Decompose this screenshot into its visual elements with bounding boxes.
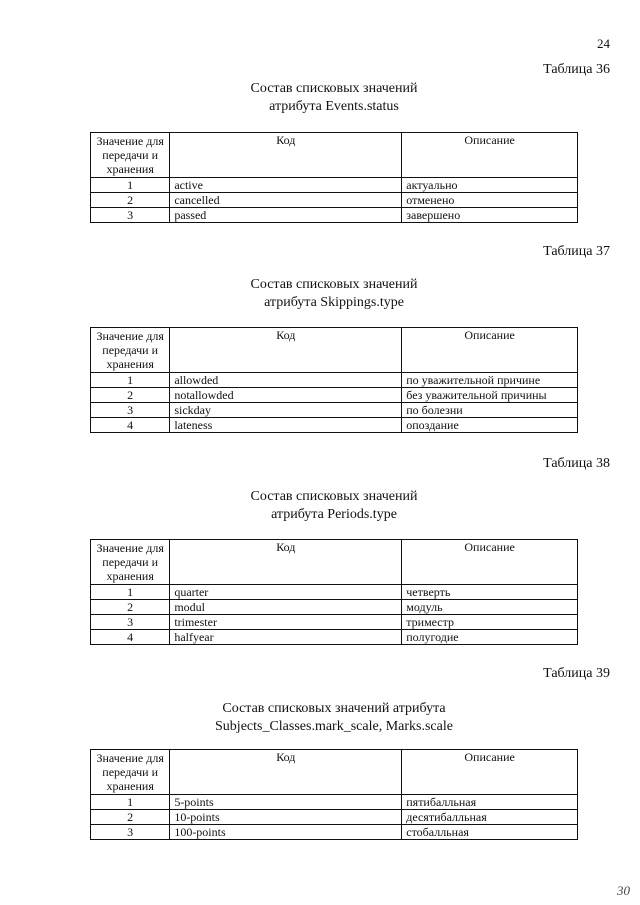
code-cell: allowded — [170, 373, 402, 388]
code-cell: 5-points — [170, 795, 402, 810]
table-row — [91, 795, 578, 810]
page-number: 24 — [597, 36, 610, 51]
table-row — [91, 208, 578, 223]
code-cell: passed — [170, 208, 402, 223]
column-header: Код — [170, 133, 402, 178]
column-header: Значение для передачи и хранения — [91, 750, 170, 795]
description-cell: опоздание — [402, 418, 578, 433]
table-header-row — [91, 133, 578, 178]
code-cell: modul — [170, 600, 402, 615]
description-cell: без уважительной причины — [402, 388, 578, 403]
column-header: Код — [170, 750, 402, 795]
value-cell: 2 — [91, 193, 170, 208]
code-cell: 100-points — [170, 825, 402, 840]
value-cell: 1 — [91, 178, 170, 193]
table-header-row — [91, 328, 578, 373]
table-number-label: Таблица 38 — [543, 456, 610, 471]
table-caption — [90, 80, 578, 116]
code-cell: cancelled — [170, 193, 402, 208]
table-row — [91, 600, 578, 615]
table-caption — [90, 488, 578, 524]
column-header: Значение для передачи и хранения — [91, 540, 170, 585]
description-cell: пятибалльная — [402, 795, 578, 810]
value-cell: 2 — [91, 600, 170, 615]
caption-line: Состав списковых значений — [250, 81, 418, 96]
column-header: Код — [170, 540, 402, 585]
code-cell: quarter — [170, 585, 402, 600]
description-cell: по болезни — [402, 403, 578, 418]
value-cell: 2 — [91, 388, 170, 403]
description-cell: триместр — [402, 615, 578, 630]
table-row — [91, 418, 578, 433]
table-row — [91, 825, 578, 840]
column-header: Значение для передачи и хранения — [91, 328, 170, 373]
table-row — [91, 403, 578, 418]
code-cell: 10-points — [170, 810, 402, 825]
code-cell: lateness — [170, 418, 402, 433]
table-row — [91, 193, 578, 208]
table-row — [91, 373, 578, 388]
description-cell: модуль — [402, 600, 578, 615]
column-header: Описание — [402, 133, 578, 178]
value-cell: 2 — [91, 810, 170, 825]
column-header: Описание — [402, 540, 578, 585]
table-row — [91, 810, 578, 825]
code-cell: notallowded — [170, 388, 402, 403]
value-cell: 1 — [91, 585, 170, 600]
code-cell: trimester — [170, 615, 402, 630]
table-row — [91, 585, 578, 600]
code-cell: active — [170, 178, 402, 193]
caption-line: атрибута Events.status — [269, 99, 399, 114]
column-header: Описание — [402, 750, 578, 795]
table-row — [91, 388, 578, 403]
value-cell: 4 — [91, 630, 170, 645]
caption-line: атрибута Skippings.type — [264, 295, 404, 310]
table-caption — [90, 276, 578, 312]
description-cell: полугодие — [402, 630, 578, 645]
table-row — [91, 178, 578, 193]
table-number-label: Таблица 39 — [543, 666, 610, 681]
table-row — [91, 615, 578, 630]
value-cell: 3 — [91, 403, 170, 418]
value-cell: 3 — [91, 825, 170, 840]
caption-line: Состав списковых значений — [250, 277, 418, 292]
table-caption — [90, 700, 578, 736]
description-cell: отменено — [402, 193, 578, 208]
column-header: Описание — [402, 328, 578, 373]
caption-line: Состав списковых значений атрибута — [222, 701, 446, 716]
value-cell: 4 — [91, 418, 170, 433]
column-header: Код — [170, 328, 402, 373]
description-cell: актуально — [402, 178, 578, 193]
value-cell: 3 — [91, 615, 170, 630]
attribute-values-table — [90, 327, 578, 433]
description-cell: завершено — [402, 208, 578, 223]
description-cell: стобалльная — [402, 825, 578, 840]
attribute-values-table — [90, 539, 578, 645]
caption-line: Subjects_Classes.mark_scale, Marks.scale — [215, 719, 453, 734]
code-cell: halfyear — [170, 630, 402, 645]
code-cell: sickday — [170, 403, 402, 418]
table-row — [91, 630, 578, 645]
margin-note: 30 — [617, 883, 630, 898]
description-cell: десятибалльная — [402, 810, 578, 825]
attribute-values-table — [90, 749, 578, 840]
attribute-values-table — [90, 132, 578, 223]
value-cell: 1 — [91, 795, 170, 810]
value-cell: 1 — [91, 373, 170, 388]
table-number-label: Таблица 36 — [543, 62, 610, 77]
table-header-row — [91, 540, 578, 585]
column-header: Значение для передачи и хранения — [91, 133, 170, 178]
caption-line: атрибута Periods.type — [271, 507, 397, 522]
table-header-row — [91, 750, 578, 795]
description-cell: по уважительной причине — [402, 373, 578, 388]
value-cell: 3 — [91, 208, 170, 223]
description-cell: четверть — [402, 585, 578, 600]
table-number-label: Таблица 37 — [543, 244, 610, 259]
caption-line: Состав списковых значений — [250, 489, 418, 504]
